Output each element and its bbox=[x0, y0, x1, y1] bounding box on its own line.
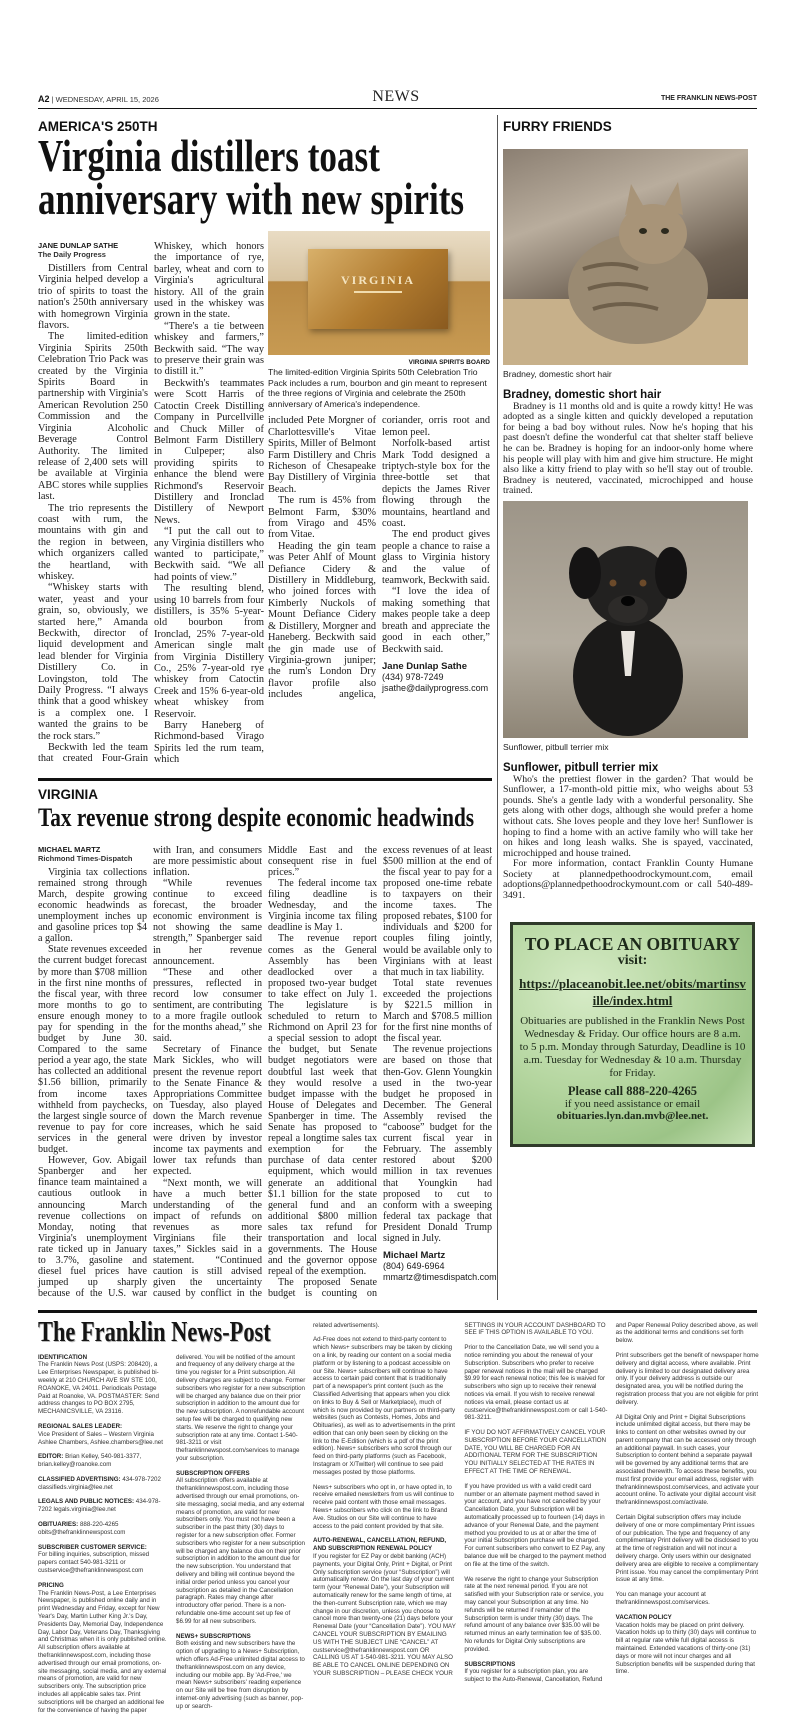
info-section bbox=[38, 1354, 168, 1416]
story-headline bbox=[38, 131, 465, 224]
info-text: Brian Kelley, 540-981-3377, brian.kelley@roanoke.com bbox=[38, 1453, 142, 1469]
story-photo-and-continuation bbox=[268, 241, 492, 766]
info-heading: LEGALS AND PUBLIC NOTICES: bbox=[38, 1498, 135, 1506]
dog-illustration bbox=[503, 501, 748, 738]
info-text: The Franklin News Post (USPS: 208420), a Lee Enterprises Newspaper, is published bi-weekly at 210 CHURCH AVE SW STE 100, ROANOKE, VA 24011. Periodicals Postage Paid at Roanoke, VA. POSTMASTER: Send address changes to PO BOX 2795, MECHANICSVILLE, VA 23116. bbox=[38, 1361, 159, 1416]
paragraph: Heading the gin team was Peter Ahlf of Mount Defiance Cidery & Distillery in Middleburg, who joined forces with Kimberly Nuckols of Mount Defiance Cidery & Distillery, Morgner and Haneberg. Beckwith said the gin made use of Virginia-grown juniper; the rum's London Dry flavor profile also includes angelica, coriander, orris root and lemon peel. bbox=[268, 415, 490, 701]
paragraph: The rum is 45% from Belmont Farm, $30% from Virago and 45% from Vitae. bbox=[268, 495, 376, 541]
paragraph: Total state revenues exceeded the projections by $221.5 million in March and $708.5 million for the first nine months of the fiscal year. bbox=[383, 977, 492, 1045]
paragraph: Virginia tax collections remained strong through March, despite growing economic headwinds as unemployment inches up and gasoline prices top $4 a gallon. bbox=[38, 866, 147, 945]
paper-name: THE FRANKLIN NEWS-POST bbox=[660, 95, 757, 102]
info-text: All Digital Only and Print + Digital Subscriptions include unlimited digital access, but there may be links to content on other websites owned by our parent company that can be accessed only through an additional paywall. In such cases, your Subscription to content behind a separate paywall will be governed by any additional terms that are associated therewith. To access these benefits, you must first provide your email address, register with thefranklinnewspost.com/services, and activate your account online. To activate your digital account visit thefranklinnewspost.com/activate. bbox=[615, 1413, 759, 1507]
product-box bbox=[308, 249, 448, 329]
info-section bbox=[313, 1484, 456, 1531]
info-section bbox=[616, 1614, 759, 1676]
byline-source: The Daily Progress bbox=[38, 250, 106, 259]
info-text: 888-220-4265 obits@thefranklinnewspost.com bbox=[38, 1521, 126, 1536]
info-text: Both existing and new subscribers have the option of upgrading to a News+ Subscription, which offers Ad-Free unlimited digital access to thefranklinnewspost.com on any device, including our mobile app. By 'Ad-Free,' we mean News+ subscribers' reading experience on our Site will be free from disruption by internet-only advertising (such as banner, pop-up or search- bbox=[176, 1640, 305, 1710]
info-text: If you register for a subscription plan, you are subject to the Auto-Renewal, Cancellation, Refund and Paper Renewal Policy described above, as well as the additional terms and conditions set forth below. bbox=[464, 1321, 758, 1684]
byline-name: MICHAEL MARTZ bbox=[38, 844, 101, 854]
info-text: Vacation holds may be placed on print delivery. Vacation holds up to thirty (30) days will continue to bill at regular rate while full digital access is maintained. Extended vacations of thirty-one (31) days or more will not incur charges and all Subscription benefits will be suspended during that time. bbox=[615, 1621, 757, 1676]
info-text: Ad-Free does not extend to third-party content to which News+ subscribers may be taken by clicking on a link, by reading our content on a social media platform or by listening to a podcast accessible on our Site. News+ subscribers will continue to have access to certain paid content that is traditionally part of a newspaper's print content (such as the Classified Advertising that appears when you click on links to Buy & Sell or Marketplace), much of which is now provided by our partners on third-party websites (such as Contests, Homes, Jobs and Obituaries), as well as to advertisements in the print edition that can only been seen by clicking on the link to the E-Edition (which is a pdf of the print edition). News+ subscribers who scroll through our feed on third-party platforms (such as Facebook, Instagram or X/Twitter) will continue to see paid messages posted by those platforms. bbox=[313, 1336, 456, 1476]
paragraph: Beckwith led the team that created Four-Grain Whiskey, which honors the importance of rye, barley, wheat and corn to Virginia's agricultural history. All of the grain used in the whiskey was grown in the state. bbox=[38, 241, 264, 765]
paragraph: Barry Haneberg of Richmond-based Virago Spirits led the rum team, which bbox=[154, 720, 264, 766]
paragraph: The federal income tax filing deadline is Wednesday, and the Virginia income tax filing deadline is May 1. bbox=[268, 877, 377, 934]
info-text: For billing inquiries, subscription, missed papers contact 540-981-3211 or custservice@thefranklinnewspost.com bbox=[38, 1551, 150, 1575]
info-heading: IDENTIFICATION bbox=[38, 1353, 88, 1361]
product-box-stripe bbox=[354, 291, 402, 293]
headline-line: Virginia distillers toast bbox=[38, 131, 380, 181]
info-heading: PRICING bbox=[38, 1581, 64, 1589]
furry-friends-kicker: FURRY FRIENDS bbox=[503, 119, 612, 134]
info-text: The Franklin News-Post, a Lee Enterprises Newspaper, is published online daily and in print Wednesday and Friday, except for New Year's Day, Martin Luther King Jr.'s Day, Presidents Day, Memorial Day, Independence Day, Labor Day, Veterans Day, Thanksgiving and Christmas when it is only published online. All subscription offers available at thefranklinnewspost.com, including those advertised through our email promotions, on-site messaging, social media, and any external means of promotion, are valid for new subscribers only. The subscription price includes all applicable sales tax. Print subscriptions will be charged an additional fee for the convenience of having the paper delivered. You will be notified of the amount and frequency of any delivery charge at the time you register for a Print subscription. All delivery charges are subject to change. Former subscribers who register for a new subscription will be charged any balance due on their prior subscription in addition to the amount due for the new subscription. A nonrefundable account setup fee will be charged to qualifying new starts. We reserve the right to change your subscription rate at any time. Contact 1-540-981-3211 or visit thefranklinnewspost.com/services to manage your subscription. bbox=[38, 1353, 306, 1714]
paragraphs bbox=[38, 241, 264, 766]
info-text: Prior to the Cancellation Date, we will send you a notice reminding you about the renewal of your Subscription. Subscribers who prefer to receive paper renewal notices in the mail will be charged $9.99 for each renewal notice; this fee is waived for subscribers who sign up to receive their renewal notices via email. If you wish to receive renewal notices via email, please contact us at custservice@thefranklinnewspost.com or call 1-540-981-3211. bbox=[464, 1344, 608, 1422]
paragraph: State revenues exceeded the current budget forecast by more than $708 million in the first nine months of the fiscal year, with three more months to go to ensure enough money to pay for spending in the budget by June 30. Compared to the same period a year ago, the state has collected an additional $1.56 billion, primarily from income taxes withheld from paychecks, the largest single source of revenue to pay for core services in the general budget. bbox=[38, 944, 147, 1156]
paragraph: Beckwith's teammates were Scott Harris of Catoctin Creek Distilling Company in Purcellville and Chuck Miller of Belmont Farm Distillery in Culpeper; also providing spirits to enhance the blend were Richmond's Reservoir Distillery and Ironclad Distillery of Newport News. bbox=[154, 377, 264, 526]
paragraphs bbox=[503, 775, 753, 902]
masthead-footer bbox=[38, 1310, 757, 1716]
paragraph: included Pete Morgner of Charlottesville's Vitae Spirits, Miller of Belmont Farm Distillery and Chris Richeson of Chesapeake Bay Distillery of Virginia Beach. bbox=[268, 415, 376, 495]
signoff-name: Michael Martz bbox=[383, 1250, 446, 1262]
info-heading: REGIONAL SALES LEADER: bbox=[38, 1422, 123, 1430]
byline-source: Richmond Times-Dispatch bbox=[38, 853, 133, 863]
paragraph: The end product gives people a chance to raise a glass to Virginia history and the value of teamwork, Beckwith said. bbox=[382, 529, 490, 587]
info-text: Print subscribers get the benefit of newspaper home delivery and digital access, where available. Print delivery is limited to our designated delivery area only. If your delivery address is outside our designated area, you will be notified during the registration process that you are not eligible for print delivery. bbox=[615, 1351, 759, 1406]
info-sections bbox=[313, 1322, 759, 1684]
masthead-info-left bbox=[38, 1354, 306, 1716]
info-section bbox=[464, 1429, 607, 1476]
photo-caption: Sunflower, pitbull terrier mix bbox=[503, 741, 609, 752]
paragraph: The trio represents the coast with rum, the mountains with gin and the region in between, which organizers called the heartland, with whiskey. bbox=[38, 502, 148, 582]
signoff-phone: (434) 978-7249 bbox=[382, 671, 444, 682]
masthead-info-right bbox=[313, 1316, 759, 1684]
spirits-trio-photo bbox=[268, 231, 490, 355]
paragraph: Bradney is 11 months old and is quite a rowdy kitty! He was adopted as a single kitten and quickly developed a reputation for being a bad boy without rules. Now he's hoping that his past doesn't define the wonderful cat that shelter staff believe he can be. Bradney is hoping for an indoor-only home where his people will play with him and give him structure. He might also like a kitty friend to play with so he'll stay out of trouble. Bradney is neutered, vaccinated, microchipped and house trained. bbox=[503, 400, 753, 497]
issue-date: WEDNESDAY, APRIL 15, 2026 bbox=[55, 95, 159, 104]
masthead-logo: The Franklin News-Post bbox=[38, 1316, 271, 1348]
signoff-email: jsathe@dailyprogress.com bbox=[382, 682, 489, 693]
page-header bbox=[38, 88, 757, 108]
news-column bbox=[38, 109, 497, 1300]
signoff-email: mmartz@timesdispatch.com bbox=[383, 1272, 497, 1283]
info-text: related advertisements). bbox=[313, 1321, 380, 1329]
section-rule bbox=[38, 778, 492, 781]
masthead-info-left-wrap bbox=[38, 1316, 306, 1716]
info-heading: VACATION POLICY bbox=[615, 1613, 672, 1621]
photo-credit: VIRGINIA SPIRITS BOARD bbox=[408, 359, 490, 366]
info-text: 434-978-7202 classifieds.virginia@lee.net bbox=[38, 1475, 161, 1491]
info-section bbox=[464, 1483, 607, 1569]
furry-friends-column bbox=[503, 109, 757, 1147]
paragraph: “Whiskey starts with water, yeast and your grain, so, obviously, we started here,” Amanda Beckwith, director of liquid development and lead blender for Virginia Distillery Co. in Lovingston, told The Daily Progress. “I always think that a good whiskey is a complex one. I wanted the grains to be the rock stars.” bbox=[38, 582, 148, 742]
paragraph: “These and other pressures, reflected in record low consumer sentiment, are contributing to a more fragile outlook for the months ahead,” she said. bbox=[153, 966, 262, 1045]
info-section bbox=[38, 1476, 168, 1492]
footer-rule bbox=[38, 1310, 757, 1313]
paragraph: The revenue projections are based on those that then-Gov. Glenn Youngkin used in the two-year budget he proposed in December. The General Assembly revised the “caboose” budget for the current fiscal year in February. The assembly restored about $200 million in tax revenues that Youngkin had proposed to cut to conform with a sweeping federal tax package that President Donald Trump signed in July. bbox=[383, 1044, 492, 1244]
paragraph: Who's the prettiest flower in the garden? That would be Sunflower, a 17-month-old pittie mix, who weighs about 53 pounds. She's a gentle lady with a wonderful personality. She gets along with other dogs, although she would prefer a home without cats. She loves people and they love her! Sunflower is hoping to find a home with an active family who will take her on hikes and long leash walks. She is spayed, vaccinated, microchipped and house trained. bbox=[503, 773, 753, 859]
paragraph: Secretary of Finance Mark Sickles, who will present the revenue report to the Senate Finance & Appropriations Committee on Tuesday, also played down the March revenue increases, which he said were driven by investor income tax payments and lower tax refunds than expected. bbox=[153, 1044, 262, 1178]
obit-phone: Please call 888-220-4265 bbox=[567, 1083, 698, 1098]
info-text: IF YOU DO NOT AFFIRMATIVELY CANCEL YOUR SUBSCRIPTION BEFORE YOUR CANCELLATION DATE, YOU WILL BE CHARGED FOR AN ADDITIONAL TERM FOR THE SUBSCRIPTION YOU INITIALLY SELECTED AT THE RATES IN EFFECT AT THE TIME OF RENEWAL. bbox=[464, 1429, 607, 1476]
obit-assist: if you need assistance or email bbox=[564, 1097, 701, 1110]
masthead-info bbox=[38, 1316, 757, 1716]
signoff bbox=[383, 1250, 497, 1283]
paragraph: “I put the call out to any Virginia distillers who wanted to participate,” Beckwith said. “We all had points of view.” bbox=[154, 526, 264, 583]
section-name: NEWS bbox=[372, 88, 420, 105]
paragraph: “While revenues continue to exceed forecast, the broader economic environment is not showing the same strength,” Spanberger said in her revenue announcement. bbox=[153, 877, 262, 967]
photo-caption: The limited-edition Virginia Spirits 50th Celebration Trio Pack includes a rum, bourbon and gin meant to represent the three regions of Virginia and celebrate the 250th anniversary of America's independence. bbox=[268, 367, 487, 409]
column-divider bbox=[497, 115, 498, 1300]
info-heading: OBITUARIES: bbox=[38, 1521, 79, 1529]
signoff-phone: (804) 649-6964 bbox=[383, 1261, 445, 1272]
paragraph: The resulting blend, using 10 barrels from four distillers, is 35% 5-year-old bourbon from Ironclad, 25% 7-year-old American single malt from Virginia Distillery Co., 25% 7-year-old rye whiskey from Catoctin Creek and 15% 6-year-old wheat whiskey from Reservoir. bbox=[154, 583, 264, 720]
info-heading: AUTO-RENEWAL, CANCELLATION, REFUND, AND SUBSCRIPTION RENEWAL POLICY bbox=[313, 1537, 447, 1553]
info-section bbox=[616, 1591, 759, 1607]
info-sections bbox=[38, 1354, 306, 1716]
story-kicker: AMERICA'S 250TH bbox=[38, 119, 158, 134]
byline bbox=[38, 241, 148, 260]
info-heading: EDITOR: bbox=[38, 1453, 64, 1461]
paragraph: The proposed Senate budget is counting on excess revenues of at least $500 million at the end of the fiscal year to pay for a proposed one-time rebate to taxpayers on their income taxes. The proposed rebates, $100 for individuals and $200 for couples filing jointly, would be available only to Virginians with at least that much in tax liability. bbox=[268, 844, 492, 1300]
paragraph: “Next month, we will have a much better understanding of the impact of refunds on revenues as more Virginians file their taxes,” Sickles said in a statement. “Continued caution is still advised given the uncertainty caused by conflict in the Middle East and the consequent rise in fuel prices.” bbox=[153, 844, 377, 1300]
byline bbox=[38, 845, 147, 864]
folio-separator: | bbox=[51, 95, 54, 104]
product-box-label: VIRGINIA bbox=[340, 273, 415, 287]
paragraph: “There's a tie between whiskey and farmers,” Beckwith said. “The way to preserve their grain was to distill it.” bbox=[154, 320, 264, 378]
info-text: Certain Digital subscription offers may include delivery of one or more complimentary Print issues of our publication. The type and frequency of any complimentary Print delivery will be disclosed to you at the time of registration and will not incur a delivery charge. Only users within our designated delivery area are eligible to receive a complimentary Print issue. You may cancel the complimentary Print issue at any time. bbox=[615, 1514, 759, 1584]
info-text: 434-978-7202 legals.virginia@lee.net bbox=[38, 1498, 161, 1514]
paragraph: The limited-edition Virginia Spirits 250th Celebration Trio Pack was created by the Virginia Spirits Board in partnership with Virginia's American Revolution 250 Commission and the Virginia Alcoholic Beverage Control Authority. The limited release of 2,400 sets will be available at Virginia ABC stores while supplies last. bbox=[38, 331, 148, 503]
info-heading: NEWS+ SUBSCRIPTIONS bbox=[176, 1632, 251, 1640]
story-headline-wrap bbox=[38, 131, 492, 227]
obit-title: TO PLACE AN OBITUARY bbox=[524, 933, 741, 954]
paragraph: However, Gov. Abigail Spanberger and her finance team maintained a cautious outlook in announcing March revenue collections on Monday, noting that Virginia's unemployment rate ticked up in January to 3.7%, gasoline and diesel fuel prices have jumped up sharply because of the U.S. war with Iran, and consumers are more pessimistic about inflation. bbox=[38, 844, 262, 1300]
info-text: You can manage your account at thefranklinnewspost.com/services. bbox=[615, 1591, 710, 1607]
main-content bbox=[38, 109, 757, 1300]
obituary-ad bbox=[510, 922, 755, 1147]
info-section bbox=[38, 1544, 168, 1575]
info-text: If you have provided us with a valid credit card number or an alternate payment method saved in your account, and you have not cancelled by your Cancellation Date, your Subscription will be automatically processed up to fourteen (14) days in advance of your Renewal Date, and the payment method you provided to us at or after the time of your initial Subscription purchase will be charged. For current subscribers who convert to EZ Pay, any balance due will be charged to the payment method on file at the time of the switch. bbox=[464, 1482, 607, 1568]
story-body bbox=[38, 844, 497, 1300]
info-text: Vice President of Sales – Western Virginia Ashlee Chambers, Ashlee.chambers@lee.net bbox=[38, 1430, 163, 1446]
info-section bbox=[38, 1498, 168, 1514]
info-heading: SUBSCRIPTIONS bbox=[464, 1660, 516, 1668]
paragraphs bbox=[268, 415, 490, 700]
pet-heading: Sunflower, pitbull terrier mix bbox=[503, 761, 659, 774]
signoff bbox=[382, 661, 490, 694]
info-section bbox=[616, 1352, 759, 1407]
story-body-part-2 bbox=[268, 415, 490, 700]
pet-heading: Bradney, domestic short hair bbox=[503, 388, 662, 401]
info-section bbox=[176, 1633, 306, 1711]
story-kicker: VIRGINIA bbox=[38, 786, 99, 802]
info-section bbox=[464, 1344, 607, 1422]
info-heading: SUBSCRIBER CUSTOMER SERVICE: bbox=[38, 1543, 147, 1551]
obit-visit: visit: bbox=[617, 952, 648, 968]
info-heading: CLASSIFIED ADVERTISING: bbox=[38, 1475, 121, 1483]
obit-email-link[interactable]: obituaries.lyn.dan.mvb@lee.net. bbox=[556, 1109, 709, 1122]
story-body-part-1 bbox=[38, 241, 264, 766]
info-section bbox=[38, 1453, 168, 1469]
paragraph: Norfolk-based artist Mark Todd designed a triptych-style box for the three-bottle set that depicts the James River flowing through the mountains, heartland and coast. bbox=[382, 438, 490, 530]
obit-url-link[interactable]: https://placeanobit.lee.net/obits/martinsville/index.html bbox=[519, 975, 746, 1008]
dog-photo bbox=[503, 501, 748, 738]
info-text: News+ subscribers who opt in, or have opted in, to receive emailed newsletters from us will continue to receive paid content with those email messages. News+ subscribers who click on the link to Brand Ave. Studios on our Site will continue to have access to the paid content provided by that site. bbox=[313, 1483, 454, 1530]
story-1 bbox=[38, 241, 492, 766]
story-headline: Tax revenue strong despite economic headwinds bbox=[38, 802, 475, 832]
info-section bbox=[616, 1514, 759, 1584]
info-section bbox=[38, 1521, 168, 1537]
byline-name: JANE DUNLAP SATHE bbox=[38, 241, 119, 250]
info-section bbox=[313, 1336, 456, 1476]
paragraph: Distillers from Central Virginia helped develop a trio of spirits to toast the nation's 250th anniversary with homegrown Virginia flavors. bbox=[38, 263, 148, 332]
signoff-name: Jane Dunlap Sathe bbox=[382, 660, 467, 672]
paragraph: The revenue report comes as the General Assembly has been deadlocked over a proposed two-year budget to take effect on July 1. The legislature is scheduled to return to Richmond on April 23 for a special session to adopt the budget, but Senate budget negotiators were doubtful last week that they would resolve a budget impasse with the House of Delegates and Spanberger in time. The Senate has proposed to repeal a longtime sales tax exemption for the purchase of data center equipment, which would generate an additional $1.1 billion for the state general fund and an additional $800 million sales tax refund for transportation and local governments. The House and the governor oppose repeal of the exemption. bbox=[268, 933, 377, 1278]
info-text: We reserve the right to change your Subscription rate at the next renewal period. If you are not satisfied with your Subscription rate or service, you may cancel your Subscription at any time. No refunds will be returned if remainder of the Subscription term is under thirty (30) days. The refund amount of any balance over $35.00 will be returned minus an early termination fee of $35.00. No refunds for Digital Only subscriptions are provided. bbox=[464, 1575, 604, 1653]
paragraph: “I love the idea of making something that makes people take a deep breath and appreciate the good in each other,” Beckwith said. bbox=[382, 586, 490, 655]
info-heading: SUBSCRIPTION OFFERS bbox=[176, 1469, 250, 1477]
info-text: All subscription offers available at thefranklinnewspost.com, including those advertised through our email promotions, on-site messaging, social media, and any external means of promotion, are valid for new subscribers only. You must not have been a subscriber in the past thirty (30) days to register for a new subscription offer. Former subscribers who register for a new subscription will be charged any balance due on their prior subscription in addition to the amount due for the new subscription. You understand that delivery and billing will continue beyond the initial order period unless you cancel your subscription as detailed in the Cancellation paragraph. Rates may change after introductory offer period. There is a non-refundable one-time account set up fee of $6.99 for all new subscribers. bbox=[176, 1477, 305, 1625]
pet-description bbox=[503, 402, 753, 497]
info-section bbox=[313, 1322, 456, 1330]
headline-line: anniversary with new spirits bbox=[38, 174, 465, 224]
obit-body: Obituaries are published in the Franklin News Post Wednesday & Friday. Our office hours are 8 a.m. to 5 p.m. Monday through Saturday, Deadline is 10 a.m. Tuesday for Wednesday & 10 a.m. Thursday for Friday. bbox=[519, 1014, 746, 1079]
paragraph: For more information, contact Franklin County Humane Society at plannedpethoodrockymount.com, email adoptions@plannedpethoodrockymount.com or call 540-489-3491. bbox=[503, 858, 753, 902]
paragraphs bbox=[503, 402, 753, 497]
info-section bbox=[176, 1470, 306, 1626]
pet-description bbox=[503, 775, 753, 902]
cat-photo bbox=[503, 149, 748, 365]
info-section bbox=[464, 1576, 607, 1654]
story-headline-wrap bbox=[38, 803, 492, 837]
paragraphs bbox=[38, 844, 497, 1300]
photo-caption: Bradney, domestic short hair bbox=[503, 369, 612, 379]
page-number: A2 bbox=[38, 94, 50, 104]
info-section bbox=[38, 1423, 168, 1446]
info-text: If you register for EZ Pay or debit banking (ACH) payments, your Digital Only, Print + Digital, or Print Only subscription service (your “Subscription”) will automatically renew. On the last day of your current term (your “Renewal Date”), your Subscription will automatically renew for the same length of time, at the then-current Subscription rate, which we may change in our discretion, unless you choose to cancel more than twenty-one (21) days before your Renewal Date (your “Cancellation Date”). YOU MAY CANCEL YOUR SUBSCRIPTION BY EMAILING US WITH THE SUBJECT LINE “CANCEL” AT custservice@thefranklinnewspost.com OR CALLING US AT 1-540-981-3211. YOU MAY ALSO BE ABLE TO CANCEL ONLINE DEPENDING ON YOUR SUBSCRIPTION – PLEASE CHECK YOUR SETTINGS IN YOUR ACCOUNT DASHBOARD TO SEE IF THIS OPTION IS AVAILABLE TO YOU. bbox=[313, 1321, 606, 1677]
cat-illustration bbox=[503, 149, 748, 365]
info-section bbox=[616, 1414, 759, 1508]
